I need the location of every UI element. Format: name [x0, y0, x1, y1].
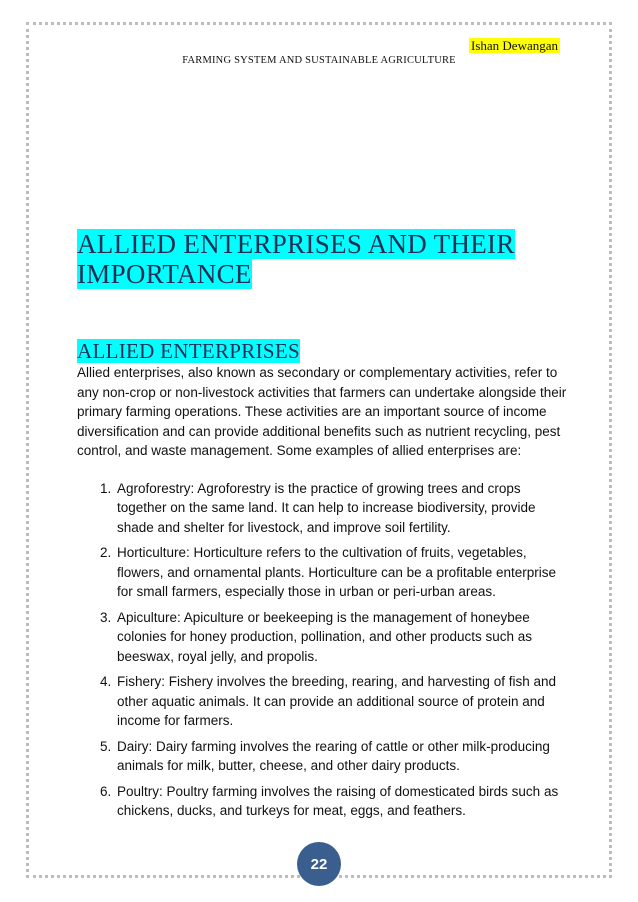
list-item: 2. Horticulture: Horticulture refers to the cultivation of fruits, vegetables, flowers, and ornamental plants. Horticulture can be a profitable enterprise for small farmers, especially those in urban or peri-urban areas.: [115, 543, 567, 602]
enterprise-list: [77, 479, 567, 821]
list-item: 1. Agroforestry: Agroforestry is the practice of growing trees and crops together on the same land. It can help to increase biodiversity, provide shade and shelter for livestock, and improve soil fertility.: [115, 479, 567, 538]
main-heading-text: ALLIED ENTERPRISES AND THEIR IMPORTANCE: [77, 229, 515, 289]
page-number-badge: 22: [297, 842, 341, 886]
section-heading-text: ALLIED ENTERPRISES: [77, 339, 300, 363]
list-item: 6. Poultry: Poultry farming involves the raising of domesticated birds such as chickens, ducks, and turkeys for meat, eggs, and feathers.: [115, 782, 567, 821]
list-item: 4. Fishery: Fishery involves the breeding, rearing, and harvesting of fish and other aquatic animals. It can provide an additional source of protein and income for farmers.: [115, 672, 567, 731]
main-heading: [77, 229, 567, 289]
list-item: 3. Apiculture: Apiculture or beekeeping is the management of honeybee colonies for honey production, pollination, and other products such as beeswax, royal jelly, and propolis.: [115, 608, 567, 667]
list-item: 5. Dairy: Dairy farming involves the rearing of cattle or other milk-producing animals for milk, butter, cheese, and other dairy products.: [115, 737, 567, 776]
intro-paragraph: Allied enterprises, also known as secondary or complementary activities, refer to any non-crop or non-livestock activities that farmers can undertake alongside their primary farming operations. These activities are an important source of income diversification and can provide additional benefits such as nutrient recycling, pest control, and waste management. Some examples of allied enterprises are:: [77, 365, 567, 458]
author-name: Ishan Dewangan: [471, 38, 558, 53]
running-title: FARMING SYSTEM AND SUSTAINABLE AGRICULTURE: [182, 55, 456, 66]
page-content: [77, 229, 567, 827]
section-heading: [77, 339, 567, 363]
